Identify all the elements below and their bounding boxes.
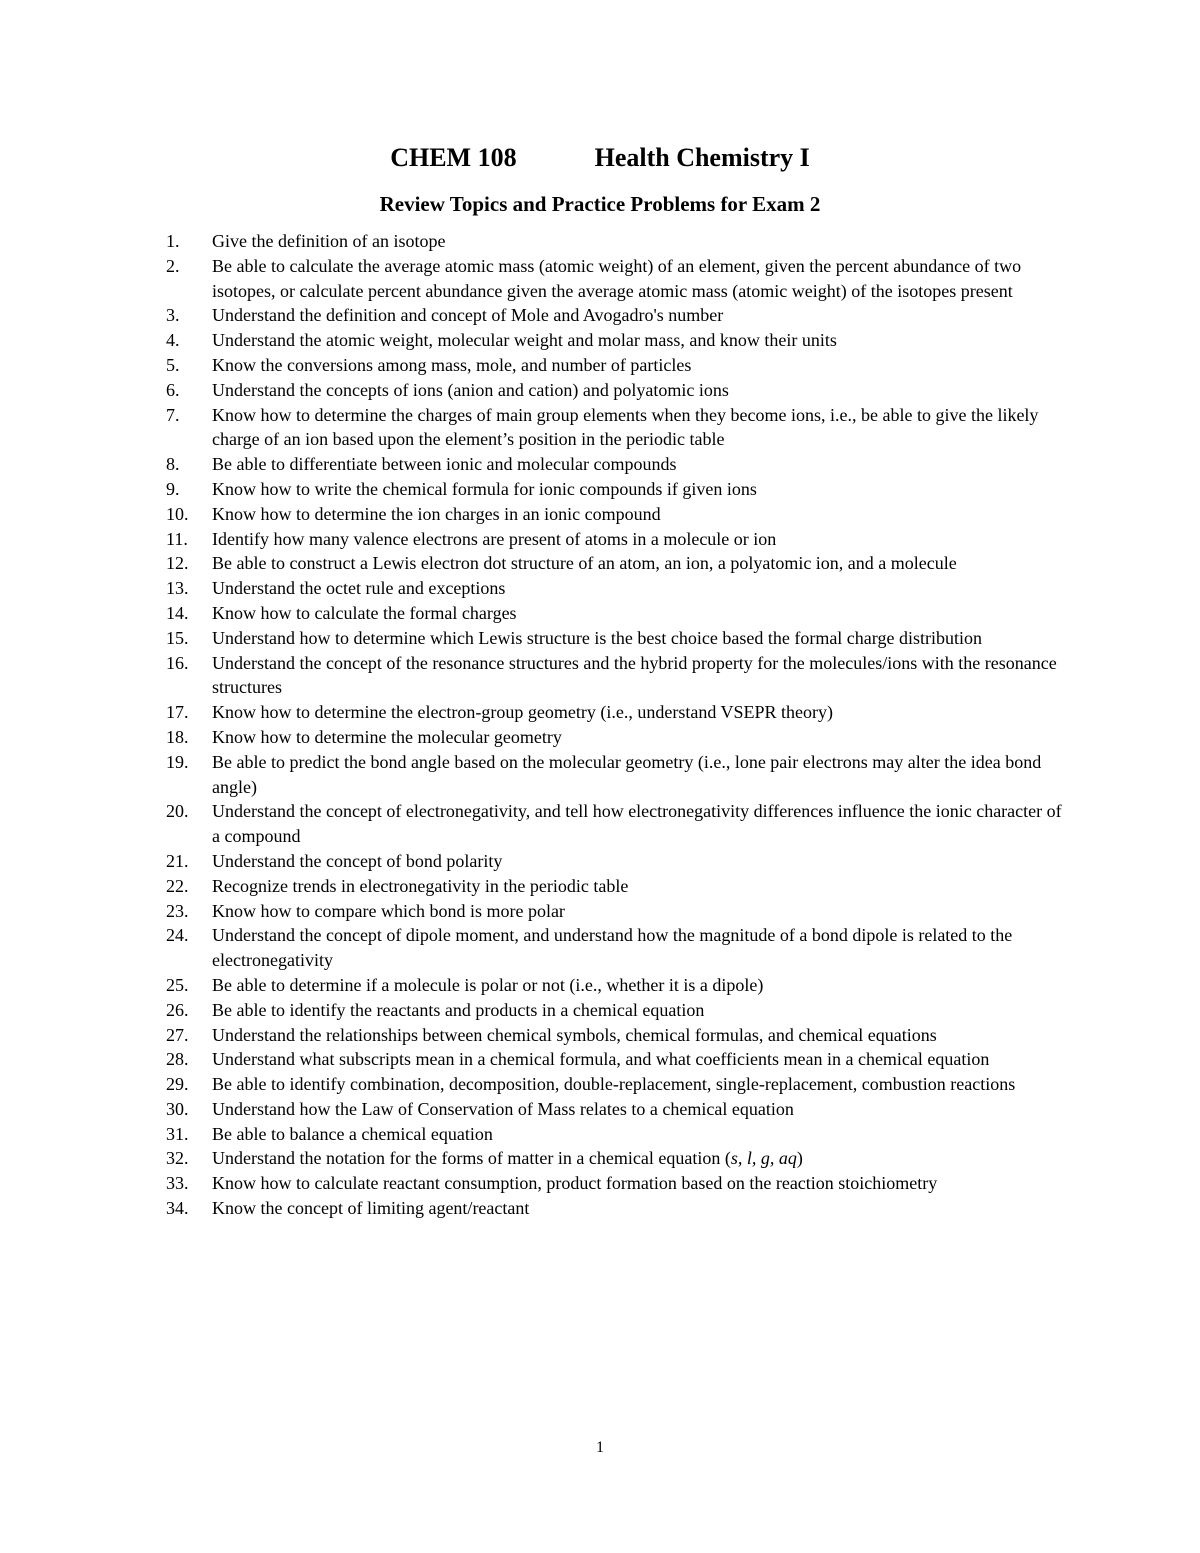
page-number: 1 <box>596 1439 604 1456</box>
topic-text: Identify how many valence electrons are present of atoms in a molecule or ion <box>212 528 777 549</box>
course-title: Health Chemistry I <box>594 143 810 172</box>
topic-item <box>0 1146 1200 1171</box>
topic-number: 25. <box>166 974 189 995</box>
topic-item <box>0 1171 1200 1196</box>
topic-item <box>0 1047 1200 1072</box>
topic-item <box>0 254 1200 304</box>
topic-number: 17. <box>166 702 189 723</box>
topic-item <box>0 527 1200 552</box>
topic-number: 20. <box>166 801 189 822</box>
topic-item <box>0 1196 1200 1221</box>
topic-text: Understand the concept of bond polarity <box>212 850 503 871</box>
topic-text: Be able to calculate the average atomic mass (atomic weight) of an element, given the percent abundance of two isotopes, or calculate percent abundance given the average atomic mass (atomic weight) of the isotopes present <box>212 255 1022 301</box>
topic-text: Know the conversions among mass, mole, and number of particles <box>212 354 692 375</box>
topic-number: 13. <box>166 578 189 599</box>
topic-text: Understand the relationships between chemical symbols, chemical formulas, and chemical equations <box>212 1024 937 1045</box>
topic-number: 26. <box>166 999 189 1020</box>
topic-item <box>0 303 1200 328</box>
topic-item <box>0 899 1200 924</box>
topic-number: 23. <box>166 900 189 921</box>
topic-text: Understand the concept of the resonance structures and the hybrid property for the molecules/ions with the resonance structures <box>212 652 1057 698</box>
topic-item <box>0 750 1200 800</box>
topic-text: Be able to differentiate between ionic and molecular compounds <box>212 454 677 475</box>
topic-number: 32. <box>166 1148 189 1169</box>
topic-item <box>0 403 1200 453</box>
topic-item <box>0 651 1200 701</box>
topic-number: 18. <box>166 726 189 747</box>
topic-number: 12. <box>166 553 189 574</box>
topic-number: 7. <box>166 404 180 425</box>
topic-text: Understand the octet rule and exceptions <box>212 578 506 599</box>
topic-number: 11. <box>166 528 188 549</box>
topic-text: Know how to determine the molecular geometry <box>212 726 562 747</box>
topic-item <box>0 725 1200 750</box>
topic-number: 4. <box>166 330 180 351</box>
topic-text: Know how to determine the ion charges in an ionic compound <box>212 503 661 524</box>
topic-number: 34. <box>166 1198 189 1219</box>
topic-text: Be able to construct a Lewis electron dot structure of an atom, an ion, a polyatomic ion, and a molecule <box>212 553 957 574</box>
topic-text-end: ) <box>796 1148 803 1169</box>
topic-item <box>0 849 1200 874</box>
topic-item <box>0 923 1200 973</box>
topic-text: Understand the concepts of ions (anion and cation) and polyatomic ions <box>212 379 729 400</box>
topic-item <box>0 353 1200 378</box>
topic-text: Recognize trends in electronegativity in the periodic table <box>212 875 629 896</box>
topic-text: Understand the concept of electronegativity, and tell how electronegativity differences influence the ionic character of a compound <box>212 801 1062 847</box>
topic-number: 2. <box>166 255 180 276</box>
topic-item <box>0 700 1200 725</box>
topic-number: 14. <box>166 602 189 623</box>
topic-item <box>0 1097 1200 1122</box>
topic-text: Know how to determine the charges of main group elements when they become ions, i.e., be able to give the likely charge of an ion based upon the element’s position in the periodic table <box>212 404 1039 450</box>
topic-item <box>0 626 1200 651</box>
topic-number: 8. <box>166 454 180 475</box>
topic-item <box>0 799 1200 849</box>
topic-text: Understand the notation for the forms of matter in a chemical equation ( <box>212 1148 731 1169</box>
topic-item <box>0 1122 1200 1147</box>
topic-item <box>0 874 1200 899</box>
topic-item <box>0 551 1200 576</box>
topic-number: 1. <box>166 231 180 251</box>
topic-number: 16. <box>166 652 189 673</box>
topic-number: 22. <box>166 875 189 896</box>
topic-text: Know how to determine the electron-group geometry (i.e., understand VSEPR theory) <box>212 702 834 723</box>
topic-item <box>0 576 1200 601</box>
topic-number: 28. <box>166 1049 189 1070</box>
topic-text: Understand how to determine which Lewis structure is the best choice based the formal charge distribution <box>212 627 982 648</box>
topic-item <box>0 601 1200 626</box>
topic-item <box>0 998 1200 1023</box>
topic-number: 19. <box>166 751 189 772</box>
topic-number: 10. <box>166 503 189 524</box>
topic-item <box>0 502 1200 527</box>
topic-text: Be able to identify the reactants and products in a chemical equation <box>212 999 705 1020</box>
course-header <box>0 142 1200 174</box>
topic-text: Understand the concept of dipole moment, and understand how the magnitude of a bond dipole is related to the electronegativity <box>212 925 1013 971</box>
topic-text: Understand the definition and concept of Mole and Avogadro's number <box>212 305 724 326</box>
topic-number: 30. <box>166 1098 189 1119</box>
topic-text: Know how to compare which bond is more polar <box>212 900 565 921</box>
topic-text: Be able to balance a chemical equation <box>212 1123 493 1144</box>
topic-text: Know the concept of limiting agent/reactant <box>212 1198 530 1219</box>
topic-text: Be able to identify combination, decomposition, double-replacement, single-replacement, combustion reactions <box>212 1074 1016 1095</box>
topic-item <box>0 1023 1200 1048</box>
topic-number: 21. <box>166 850 189 871</box>
topic-item <box>0 973 1200 998</box>
topic-item <box>0 229 1200 254</box>
topic-phase-notation: s, l, g, aq <box>730 1148 797 1169</box>
topic-number: 9. <box>166 478 180 499</box>
topic-text: Know how to calculate the formal charges <box>212 602 517 623</box>
topic-text: Understand what subscripts mean in a chemical formula, and what coefficients mean in a chemical equation <box>212 1049 990 1070</box>
topic-number: 31. <box>166 1123 189 1144</box>
topic-item <box>0 328 1200 353</box>
topic-number: 5. <box>166 354 180 375</box>
topic-text: Be able to determine if a molecule is polar or not (i.e., whether it is a dipole) <box>212 974 764 995</box>
topic-number: 24. <box>166 925 189 946</box>
topic-list <box>0 229 1200 1221</box>
topic-number: 27. <box>166 1024 189 1045</box>
topic-text: Understand the atomic weight, molecular weight and molar mass, and know their units <box>212 330 837 351</box>
course-code: CHEM 108 <box>390 143 517 172</box>
topic-number: 15. <box>166 627 189 648</box>
topic-item <box>0 378 1200 403</box>
topic-number: 33. <box>166 1173 189 1194</box>
topic-number: 3. <box>166 305 180 326</box>
topic-text: Know how to calculate reactant consumption, product formation based on the reaction stoichiometry <box>212 1173 938 1194</box>
topic-number: 29. <box>166 1074 189 1095</box>
topic-item <box>0 1072 1200 1097</box>
topic-item <box>0 477 1200 502</box>
topic-text: Give the definition of an isotope <box>212 231 446 251</box>
topic-text: Understand how the Law of Conservation of Mass relates to a chemical equation <box>212 1098 794 1119</box>
topic-number: 6. <box>166 379 180 400</box>
document-subtitle: Review Topics and Practice Problems for Exam 2 <box>379 192 821 216</box>
topic-text: Be able to predict the bond angle based on the molecular geometry (i.e., lone pair electrons may alter the idea bond angle) <box>212 751 1042 797</box>
topic-item <box>0 452 1200 477</box>
topic-text: Know how to write the chemical formula for ionic compounds if given ions <box>212 478 757 499</box>
